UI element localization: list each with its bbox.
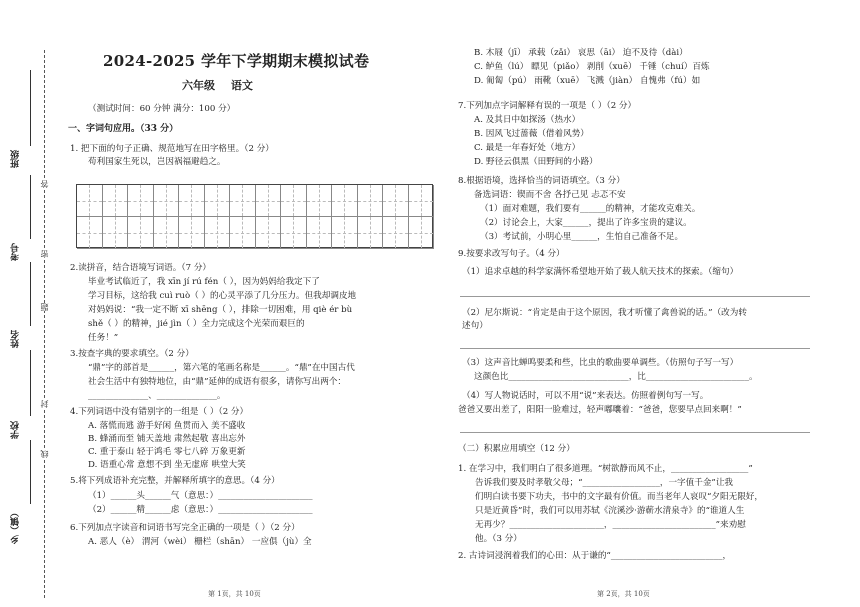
q4-option-b: B. 蜂涌而至 铺天盖地 肃然起敬 喜出忘外: [88, 434, 246, 444]
q3-stem: 3.按查字典的要求填空。（2 分）: [70, 349, 194, 359]
cut-line: [44, 50, 45, 598]
q6-stem: 6.下列加点字读音和词语书写完全正确的一项是（ ）（2 分）: [70, 523, 300, 533]
q2-line: 对妈妈说：“我一定不断 xī shēng（ ），排除一切困难，用 qiè ér bù: [88, 305, 353, 315]
q8-candidates: 备选词语：锲而不舍 各抒己见 忐忑不安: [474, 190, 626, 200]
q2-line: shě（ ）的精神，jié jìn（ ）全力完成这个光荣而艰巨的: [88, 319, 305, 329]
q6-option-d: D. 匍匐（pú） 雨靴（xuē） 飞溅（jiàn） 自愧弗（fú）如: [474, 76, 701, 86]
q7-option-d: D. 野径云俱黑（田野间的小路）: [474, 157, 598, 167]
q3-line: “鼎”字的部首是______，第六笔的笔画名称是______。“鼎”在中国古代: [88, 363, 355, 373]
acc1-line: 他。（3 分）: [475, 534, 522, 544]
q5-line: （1）______头______气（意思：）______________________: [88, 491, 313, 501]
township-label: 乡（镇）: [11, 508, 21, 544]
q9-s4: （4）写人物说话时，可以不用“说”来表达。仿照着例句写一写。: [462, 391, 709, 401]
q5-line: （2）______精______虑（意思：）______________________: [88, 505, 313, 515]
answer-line[interactable]: [460, 296, 810, 297]
q9-s2-cont: 述句）: [462, 321, 488, 331]
seal-char-2: 密: [40, 250, 49, 258]
q2-line: 任务！”: [88, 333, 119, 343]
school-blank[interactable]: [30, 350, 31, 416]
section-2-heading: （二）积累应用填空（12 分）: [458, 444, 575, 454]
q9-s1: （1）追求卓越的科学家满怀希望地开始了载人航天技术的探索。（缩句）: [462, 267, 739, 277]
q9-stem: 9.按要求改写句子。（4 分）: [458, 249, 565, 259]
answer-line[interactable]: [460, 432, 810, 433]
q9-s2: （2）尼尔斯说：“肯定是由于这个原因，我才听懂了禽兽说的话。”（改为转: [462, 308, 747, 318]
exam-title: 2024-2025 学年下学期期末模拟试卷: [103, 52, 370, 70]
q6-option-a: A. 恶人（è） 渭河（wèi） 栅栏（shān） 一应俱（jù）全: [88, 537, 312, 547]
exam-info: （测试时间：60 分钟 满分：100 分）: [88, 104, 236, 114]
seal-char-3: 题: [40, 303, 49, 311]
q2-line: 毕业考试临近了，我 xīn jí rú fén（ ），因为妈妈给我定下了: [88, 277, 320, 287]
q4-stem: 4.下列词语中没有错别字的一组是（ ）（2 分）: [70, 407, 249, 417]
seal-char-4: 封: [40, 400, 49, 408]
q7-stem: 7.下列加点字词解释有误的一项是（ ）（2 分）: [458, 101, 637, 111]
exam-no-label: 考号: [11, 243, 21, 261]
q7-option-a: A. 及其日中如探汤（热水）: [474, 115, 581, 125]
acc1-line: 只是近黄昏”时，我们可以用苏轼《浣溪沙·游蕲水清泉寺》的“谁道人生: [475, 506, 745, 516]
seal-char-5: 线: [40, 450, 49, 458]
q2-stem: 2.读拼音，结合语境写词语。（7 分）: [70, 263, 212, 273]
q4-option-c: C. 重于泰山 轻于鸿毛 零七八碎 万象更新: [88, 447, 246, 457]
acc2-line: 2. 古诗词浸润着我们的心田：从于谦的“__________________________，: [458, 551, 732, 561]
q7-option-c: C. 最是一年春好处（地方）: [474, 143, 581, 153]
q3-line: ______________、______________。: [88, 391, 226, 401]
school-label: 学校: [11, 421, 21, 439]
tian-grid[interactable]: [76, 184, 433, 248]
class-blank[interactable]: [30, 70, 31, 146]
answer-line[interactable]: [460, 348, 810, 349]
q2-line: 学习目标，这给我 cuì ruò（ ）的心灵平添了几分压力。但我却调皮地: [88, 291, 357, 301]
acc1-line: 1. 在学习中，我们明白了很多道理。“树欲静而风不止，__________________”: [458, 464, 753, 474]
q4-option-a: A. 落慌而逃 游手好闲 鱼贯而入 美不盛收: [88, 421, 246, 431]
q9-s3-fill: 这颜色比____________________________，比________________________。: [474, 372, 758, 382]
name-label: 姓名: [11, 330, 21, 348]
q9-s3: （3）这声音比蝉鸣要柔和些，比虫的歌曲要单调些。（仿照句子写一写）: [462, 358, 739, 368]
q7-option-b: B. 因风飞过蔷薇（借着风势）: [474, 129, 589, 139]
q6-option-c: C. 鲈鱼（lú） 瞟见（piǎo） 剥削（xuē） 千锤（chuí）百炼: [474, 62, 710, 72]
q8-stem: 8.根据语境，选择恰当的词语填空。（3 分）: [458, 176, 625, 186]
q5-stem: 5.将下列成语补充完整，并解释所填字的意思。（4 分）: [70, 476, 280, 486]
q1-sentence: 苟利国家生死以，岂因祸福避趋之。: [88, 157, 226, 167]
acc1-line: 告诉我们要及时孝敬父母；“__________________，一字值千金”让我: [475, 478, 734, 488]
q4-option-d: D. 语重心常 意想不到 坐无虚席 哄堂大笑: [88, 460, 246, 470]
acc1-line: 无再少？______________________，________________________”来劝慰: [475, 520, 746, 530]
exam-no-blank[interactable]: [30, 175, 31, 239]
section-1-heading: 一、字词句应用。（33 分）: [68, 124, 179, 134]
seal-char-1: 答: [40, 180, 49, 188]
q9-s4-example: 爸爸又要出差了，阳阳一脸难过，轻声嘟囔着：“爸爸，您要早点回来啊！”: [458, 405, 742, 415]
exam-subtitle: 六年级 语文: [182, 79, 253, 92]
q8-line: （1）面对难题，我们要有______的精神，才能攻克难关。: [480, 204, 701, 214]
binding-margin: [0, 0, 58, 607]
page-2-footer: 第 2页，共 10页: [597, 590, 650, 598]
q3-line: 社会生活中有独特地位，由“鼎”延伸的成语有很多，请你写出两个：: [88, 377, 347, 387]
class-label: 班级: [11, 150, 21, 168]
q6-option-b: B. 木屐（jī） 承载（zǎi） 哀思（āi） 迫不及待（dài）: [474, 48, 688, 58]
page-1-footer: 第 1页，共 10页: [208, 590, 261, 598]
name-blank[interactable]: [30, 262, 31, 326]
township-blank[interactable]: [30, 440, 31, 504]
q1-stem: 1. 把下面的句子正确、规范地写在田字格里。（2 分）: [70, 144, 274, 154]
q8-line: （2）讨论会上，大家______，提出了许多宝贵的建议。: [480, 218, 692, 228]
acc1-line: 们明白读书要下功夫，书中的文字最有价值。而当老年人哀叹“夕阳无限好，: [475, 492, 763, 502]
q8-line: （3）考试前，小明心里______，生怕自己准备不足。: [480, 232, 684, 242]
